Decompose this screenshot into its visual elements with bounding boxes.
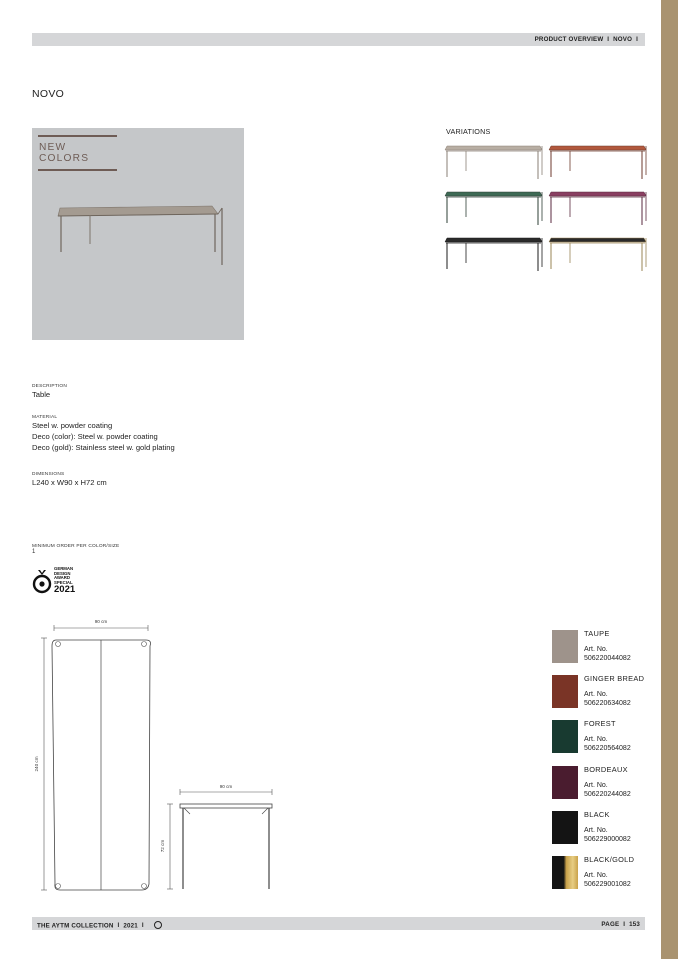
art-no: 506220044082 [584,655,631,662]
header-bar [32,33,645,46]
award-text [54,567,75,594]
dimensions-block [32,472,107,488]
award-line: DESIGN [54,570,71,576]
header-divider: I [636,36,638,44]
accent-strip [661,0,678,959]
swatch-forest [552,719,652,759]
art-label: Art. No. [584,827,608,834]
page-title: NOVO [32,88,65,100]
variation-taupe [444,141,543,181]
color-chip [552,856,578,889]
badge-text: NEW COLORS [39,142,90,164]
table-thumbnail [548,233,647,273]
color-chip [552,811,578,844]
dimensions-value: L240 x W90 x H72 cm [32,478,107,487]
footer-divider: I [141,922,144,930]
article-number [584,781,631,799]
length-label: 240 cm [34,756,39,772]
footer-bar [32,917,645,930]
award-line: AWARD [54,575,70,581]
footer-year: 2021 [123,922,138,930]
award-year: 2021 [54,584,76,596]
table-thumbnail [548,187,647,227]
side-width-label: 90 cm [219,784,233,789]
swatch-taupe [552,629,652,669]
footer-divider: I [623,920,626,928]
german-design-award-logo [32,566,82,596]
dimensions-label: DIMENSIONS [32,472,65,477]
color-chip [552,630,578,663]
swatch-ginger-bread [552,674,652,714]
variation-forest [444,187,543,227]
table-thumbnail [548,141,647,181]
top-width-label: 90 cm [94,619,108,624]
award-line: GERMAN [54,566,74,571]
award-icon [32,566,54,596]
art-no: 506229000082 [584,836,631,843]
variation-black-gold [548,233,647,273]
color-name: FOREST [584,719,616,728]
art-no: 506220634082 [584,700,631,707]
min-order-value: 1 [32,549,36,555]
material-line: Deco (gold): Stainless steel w. gold plating [32,443,175,452]
min-order-label: MINIMUM ORDER PER COLOR/SIZE [32,544,120,549]
description-block [32,384,67,400]
footer-divider: I [117,922,120,930]
footer-collection-name: THE AYTM COLLECTION [37,922,114,930]
technical-drawing [28,616,288,896]
color-chip [552,675,578,708]
variation-ginger-bread [548,141,647,181]
header-product: NOVO [613,36,633,44]
table-thumbnail [444,187,543,227]
color-name: BORDEAUX [584,765,628,774]
footer-page-number: 153 [629,920,640,928]
art-no: 506220564082 [584,745,631,752]
art-label: Art. No. [584,646,608,653]
material-block [32,415,175,453]
min-order-block [32,544,119,555]
material-line: Steel w. powder coating [32,421,113,430]
height-label: 72 cm [160,839,165,853]
hero-table-illustration [32,128,244,340]
article-number [584,871,631,889]
dimension-drawing [28,616,288,896]
color-chip [552,720,578,753]
variation-bordeaux [548,187,647,227]
article-number [584,735,631,753]
header-breadcrumb [535,36,640,43]
color-chip [552,766,578,799]
award-line: SPECIAL [54,579,73,585]
art-label: Art. No. [584,691,608,698]
hero-image [32,128,244,340]
material-label: MATERIAL [32,415,58,420]
description-label: DESCRIPTION [32,384,67,389]
art-label: Art. No. [584,736,608,743]
material-line: Deco (color): Steel w. powder coating [32,432,158,441]
table-thumbnail [444,233,543,273]
art-label: Art. No. [584,782,608,789]
swatch-black-gold [552,855,652,895]
article-number [584,690,631,708]
variation-black [444,233,543,273]
header-divider: I [607,36,610,44]
variations-label: VARIATIONS [446,127,491,136]
footer-page [601,921,640,928]
color-name: BLACK [584,810,610,819]
art-label: Art. No. [584,872,608,879]
color-name: TAUPE [584,629,610,638]
footer-collection [37,921,162,930]
art-no: 506220244082 [584,791,631,798]
swatch-bordeaux [552,765,652,805]
footer-page-label: PAGE [601,920,620,928]
article-number [584,826,631,844]
description-value: Table [32,390,51,399]
color-name: BLACK/GOLD [584,855,635,864]
art-no: 506229001082 [584,881,631,888]
article-number [584,645,631,663]
table-thumbnail [444,141,543,181]
color-name: GINGER BREAD [584,674,645,683]
header-section: PRODUCT OVERVIEW [534,36,604,44]
aytm-logo-icon [154,921,162,929]
swatch-black [552,810,652,850]
